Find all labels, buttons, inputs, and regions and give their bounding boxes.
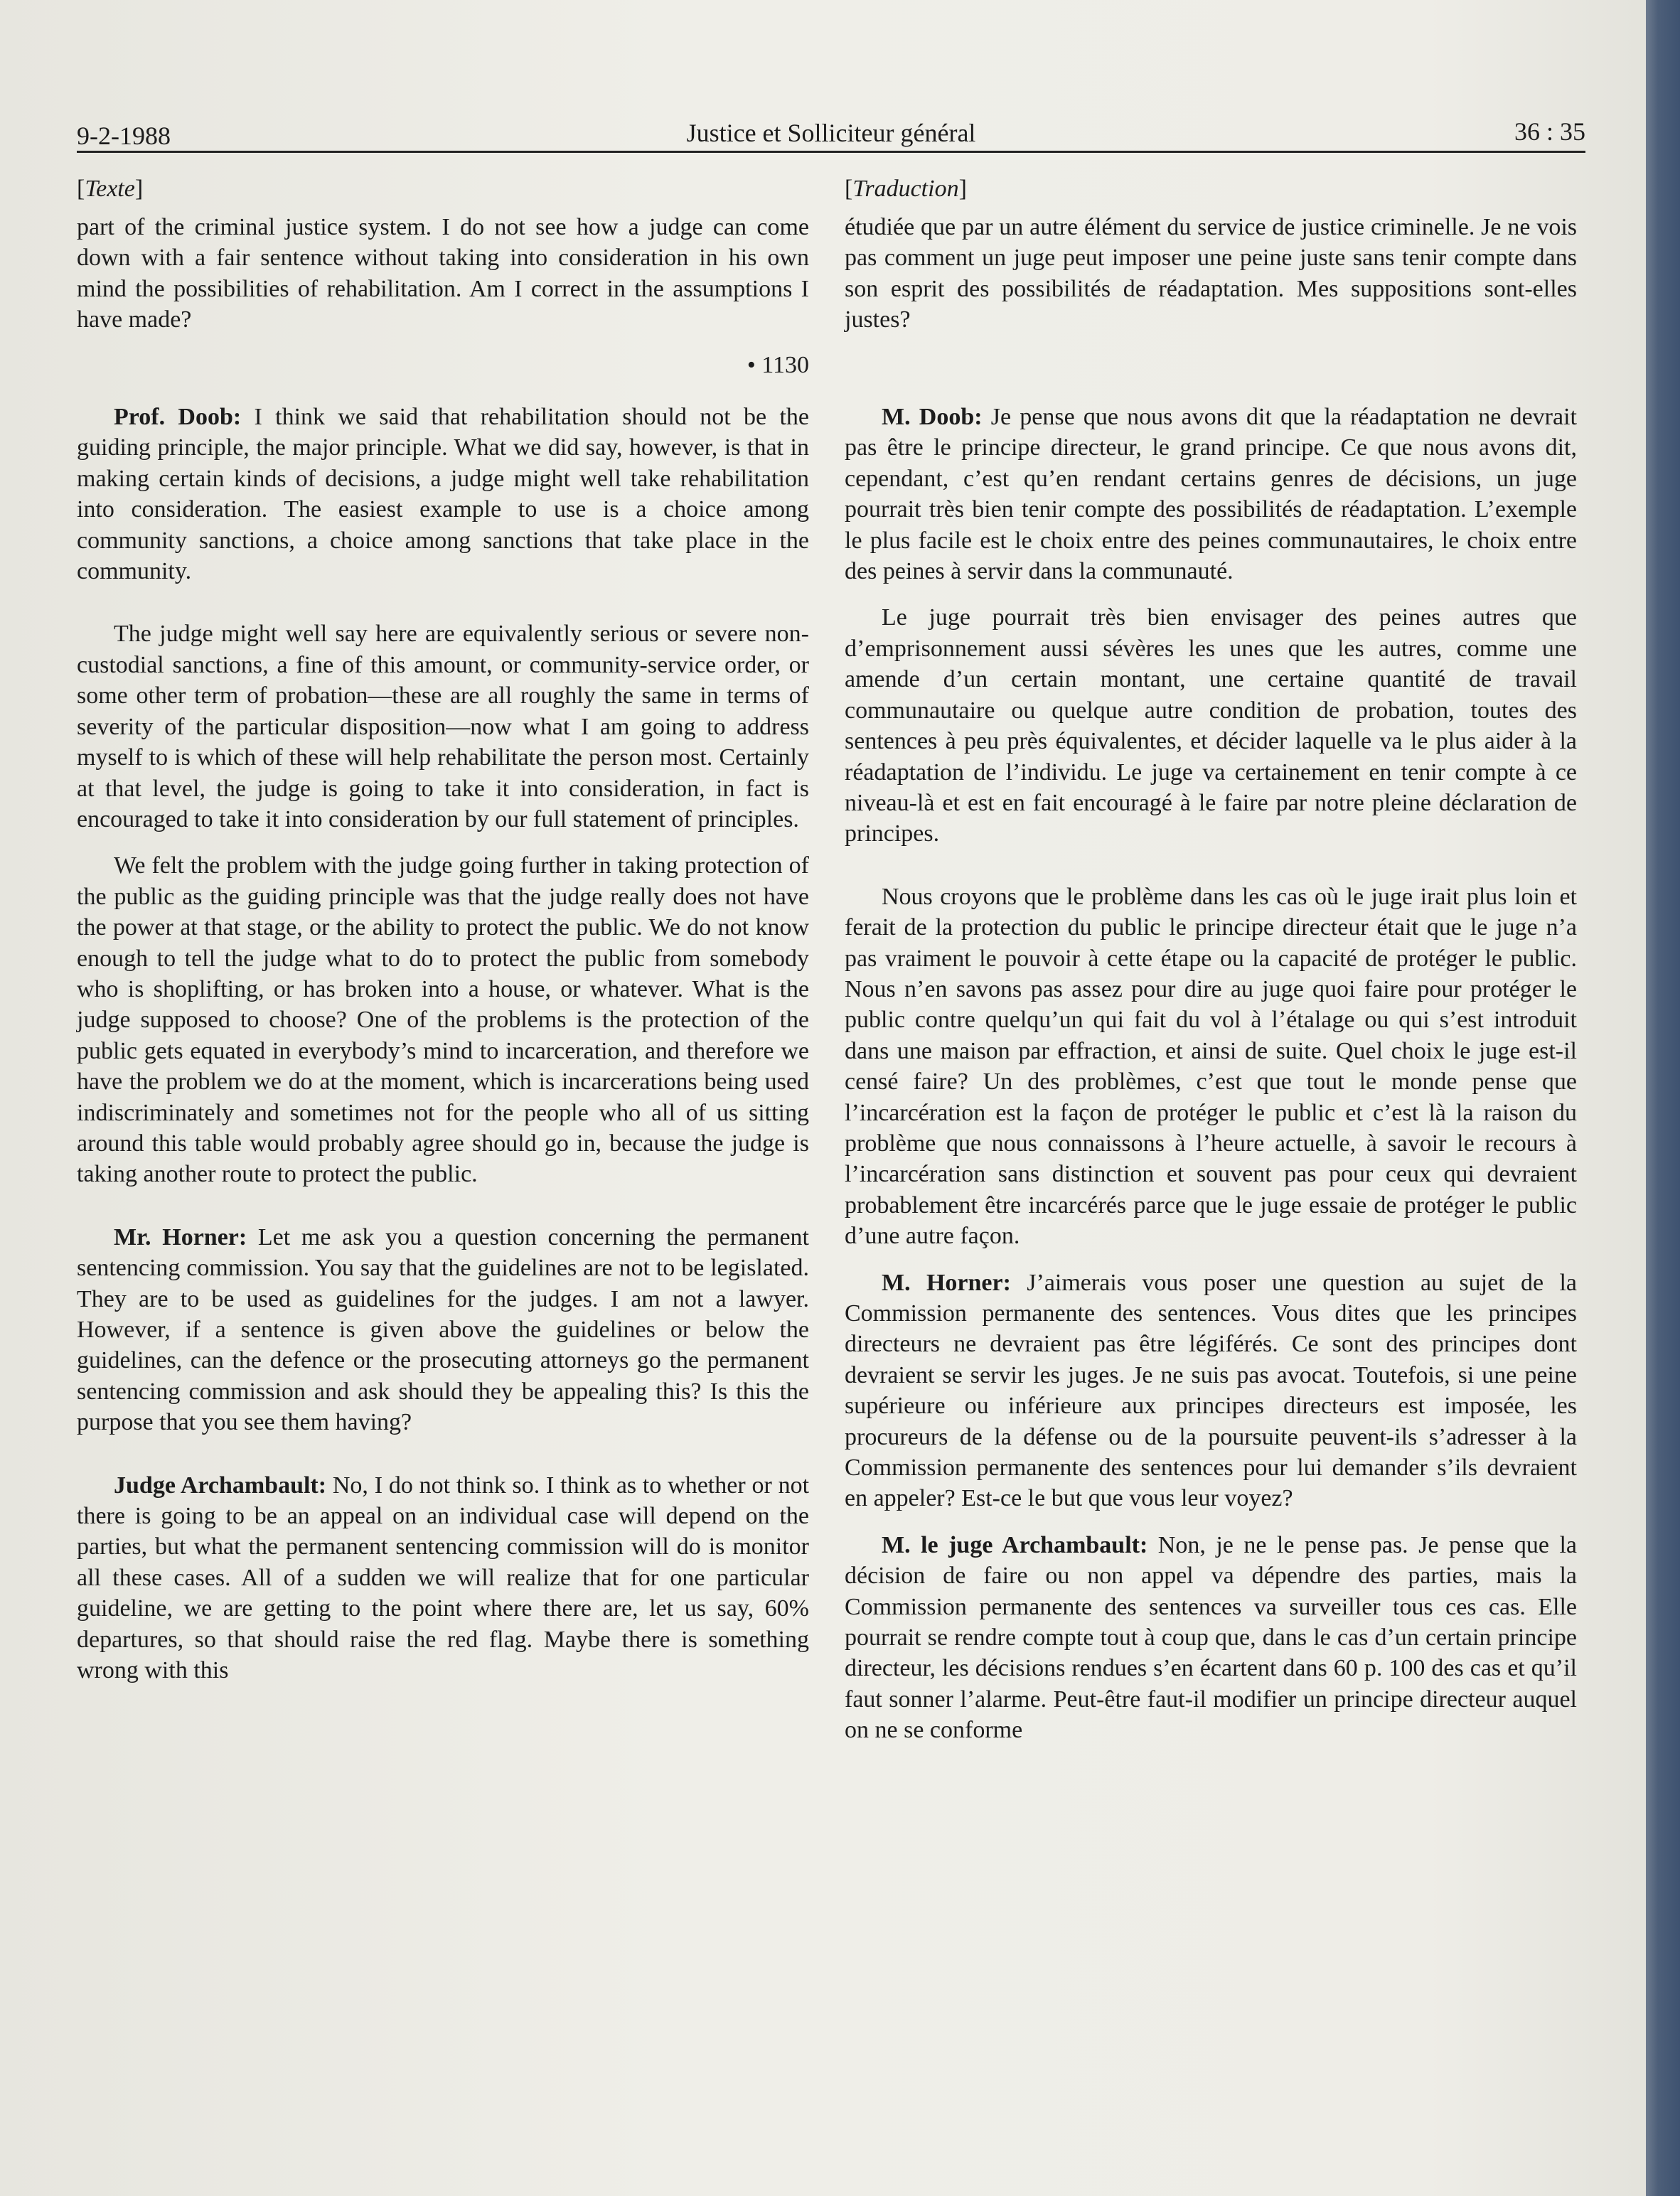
header-page-number: 36 : 35 (1514, 117, 1585, 146)
paragraph: part of the criminal justice system. I do not see how a judge can come down with a fair sentence without taking into consideration in his own mind the possibilities of rehabilitation. Am I correct in the assumptions I have made? (77, 214, 809, 333)
book-binding-edge (1646, 0, 1680, 2196)
running-header (77, 114, 1585, 154)
paragraph: M. Doob: Je pense que nous avons dit que la réadaptation ne devrait pas être le principe directeur, le grand principe. Ce que nous avons dit, cependant, c’est qu’en rendant certains genres de décisions, un juge pourrait très bien tenir compte des possibilités de réadaptation. L’exemple le plus facile est le choix entre des peines communautaires, le choix entre des peines à servir dans la communauté. (845, 404, 1577, 585)
paragraph: Judge Archambault: No, I do not think so. I think as to whether or not there is going to be an appeal on an individual case will depend on the parties, but what the permanent sentencing commission will do is monitor all these cases. All of a sudden we will realize that for one particular guideline, we are getting to the point where there are, let us say, 60% departures, so that should raise the red flag. Maybe there is something wrong with this (77, 1472, 810, 1684)
paragraph: étudiée que par un autre élément du service de justice criminelle. Je ne vois pas comment un juge peut imposer une peine juste sans tenir compte dans son esprit des possibilités de réadaptation. Mes suppositions sont-elles justes? (845, 214, 1577, 333)
paragraph: The judge might well say here are equivalently serious or severe non-custodial sanctions, a fine of this amount, or community-service order, or some other term of probation—these are all roughly the same in terms of severity of the particular disposition—now what I am going to address myself to is which of these will help rehabilitate the person most. Certainly at that level, the judge is going to take it into consideration, in fact is encouraged to take it into consideration by our full statement of principles. (77, 621, 809, 832)
paragraph: M. le juge Archambault: Non, je ne le pense pas. Je pense que la décision de faire ou non appel va dépendre des parties, mais la Commission permanente des sentences va surveiller tous ces cas. Elle pourrait se rendre compte tout à coup que, dans le cas d’un certain principe directeur, les décisions rendues s’en écartent dans 60 p. 100 des cas et qu’il faut sonner l’alarme. Peut-être faut-il modifier un principe directeur auquel on ne se conforme (845, 1531, 1577, 1744)
column-tag-traduction: [Traduction] (845, 176, 967, 202)
column-tag-texte: [Texte] (77, 176, 144, 202)
speaker-name: Judge Archambault: (114, 1472, 327, 1499)
paragraph: Nous croyons que le problème dans les cas où le juge irait plus loin et ferait de la protection du public le principe directeur était que le juge n’a pas vraiment le pouvoir à cette étape ou la capacité de protéger le public. Nous n’en savons pas assez pour dire au juge quoi faire pour protéger le public contre quelqu’un qui fait du vol à l’étalage ou qui s’est introduit dans une maison par effraction, et ainsi de suite. Quel choix le juge est-il censé faire? Un des problèmes, c’est que tout le monde pense que l’incarcération est la façon de protéger le public et c’est là la raison du problème que nous connaissons à l’heure actuelle, à savoir le recours à l’incarcération sans distinction et souvent pas pour ceux qui devraient probablement être incarcérés parce que le juge essaie de protéger le public d’une autre façon. (845, 883, 1577, 1250)
paragraph: Mr. Horner: Let me ask you a question concerning the permanent sentencing commission. You say that the guidelines are not to be legislated. They are to be used as guidelines for the judges. I am not a lawyer. However, if a sentence is given above the guidelines or below the guidelines, can the defence or the prosecuting attorneys go the permanent sentencing commission and ask should they be appealing this? Is this the purpose that you see them having? (77, 1223, 809, 1436)
french-column (845, 173, 1577, 1746)
paragraph: Prof. Doob: I think we said that rehabilitation should not be the guiding principle, the major principle. What we did say, however, is that in making certain kinds of decisions, a judge might well take rehabilitation into consideration. The easiest example to use is a choice among community sanctions, a choice among sanctions that take place in the community. (77, 404, 809, 585)
speaker-name: Mr. Horner: (114, 1223, 247, 1250)
speaker-name: M. le juge Archambault: (882, 1531, 1148, 1558)
time-marker: • 1130 (747, 351, 809, 378)
header-rule (77, 151, 1585, 153)
speaker-name: M. Horner: (882, 1269, 1011, 1296)
english-column (77, 173, 809, 1686)
speaker-name: M. Doob: (882, 404, 983, 431)
speaker-name: Prof. Doob: (114, 404, 242, 431)
header-title: Justice et Solliciteur général (686, 119, 976, 147)
paragraph: M. Horner: J’aimerais vous poser une question au sujet de la Commission permanente des sentences. Vous dites que les principes directeurs ne devraient pas être légiférés. Ce sont des principes dont devraient se servir les juges. Je ne suis pas avocat. Toutefois, si une peine supérieure ou inférieure aux principes directeurs est imposée, les procureurs de la défense ou de la poursuite peuvent-ils s’adresser à la Commission permanente des sentences pour lui demander s’ils devraient en appeler? Est-ce le but que vous leur voyez? (845, 1269, 1577, 1512)
paragraph: Le juge pourrait très bien envisager des peines autres que d’emprisonnement aussi sévères les unes que les autres, comme une amende d’un certain montant, une certaine quantité de travail communautaire ou quelque autre condition de probation, toutes des sentences à peu près équivalentes, et décider laquelle va le plus aider à la réadaptation de l’individu. Le juge va certainement en tenir compte à ce niveau-là et est en fait encouragé à le faire par notre pleine déclaration de principes. (845, 604, 1577, 847)
paragraph: We felt the problem with the judge going further in taking protection of the public as the guiding principle was that the judge really does not have the power at that stage, or the ability to protect the public. We do not know enough to tell the judge what to do to protect the public from somebody who is shoplifting, or has broken into a house, or whatever. What is the judge supposed to choose? One of the problems is the protection of the public gets equated in everybody’s mind to incarceration, and therefore we have the problem we do at the moment, which is incarcerations being used indiscriminately and sometimes not for the people who all of us sitting around this table would probably agree should go in, because the judge is taking another route to protect the public. (77, 852, 809, 1188)
header-date: 9-2-1988 (77, 122, 171, 150)
